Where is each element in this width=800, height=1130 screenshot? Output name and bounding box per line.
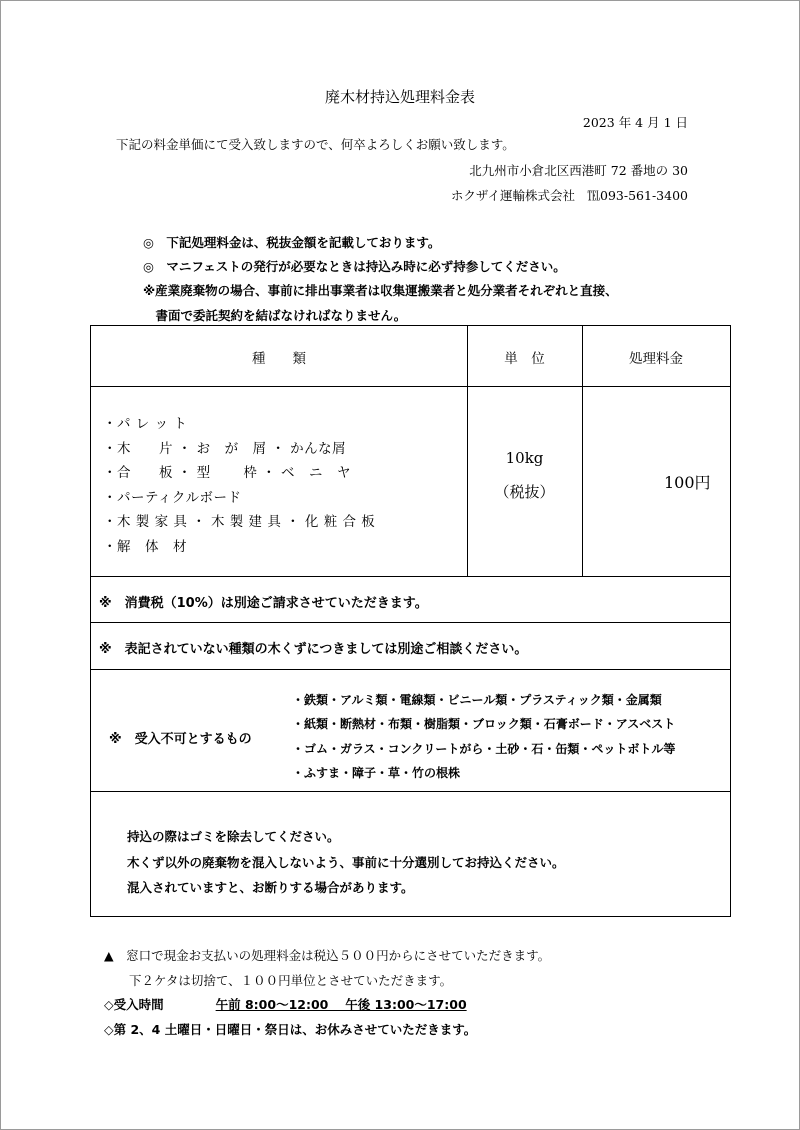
refuse-item: ・ふすま・障子・草・竹の根株: [292, 765, 461, 780]
cash-payment-note: ▲ 窓口で現金お支払いの処理料金は税込５００円からにさせていただきます。: [104, 948, 551, 963]
kind-item: ・解 体 材: [103, 538, 187, 555]
bring-in-notes: [127, 824, 565, 901]
table-divider: [91, 386, 730, 387]
refuse-item: ・紙類・断熱材・布類・樹脂類・ブロック類・石膏ボード・アスベスト: [292, 717, 676, 732]
refuse-item: ・ゴム・ガラス・コンクリートがら・土砂・石・缶類・ペットボトル等: [292, 741, 676, 756]
company-name-phone: ホクザイ運輸株式会社 ℡093-561-3400: [450, 188, 688, 203]
bring-note: 混入されていますと、お断りする場合があります。: [127, 880, 414, 895]
header-kind: 種 類: [252, 351, 306, 367]
kind-item: ・木 片 ・ お が 屑 ・ かんな屑: [103, 440, 347, 457]
note-item: ※産業廃棄物の場合、事前に排出事業者は収集運搬業者と処分業者それぞれと直接、: [143, 283, 618, 299]
kind-item: ・パーティクルボード: [103, 489, 242, 506]
document-title: 廃木材持込処理料金表: [324, 88, 475, 106]
price-table: [90, 325, 731, 917]
note-item: ◎ マニフェストの発行が必要なときは持込み時に必ず持参してください。: [143, 259, 566, 275]
kind-item: ・パ レ ッ ト: [103, 416, 188, 432]
table-divider: [91, 576, 730, 577]
unit-weight: 10kg: [505, 449, 544, 467]
consult-note: ※ 表記されていない種類の木くずにつきましては別途ご相談ください。: [99, 642, 528, 657]
hours-value: 午前 8:00～12:00 午後 13:00～17:00: [215, 997, 467, 1012]
kind-item: ・木 製 家 具 ・ 木 製 建 具 ・ 化 粧 合 板: [103, 514, 376, 531]
closed-days-note: ◇第 2、4 土曜日・日曜日・祭日は、お休みさせていただきます。: [104, 1021, 477, 1037]
issue-date: 2023 年 4 月 1 日: [582, 115, 688, 130]
kinds-list: [103, 412, 375, 560]
refuse-list: [292, 688, 675, 785]
table-divider: [91, 669, 730, 670]
bring-note: 木くず以外の廃棄物を混入しないよう、事前に十分選別してお持込ください。: [127, 854, 565, 870]
tax-note: ※ 消費税（10%）は別途ご請求させていただきます。: [99, 596, 428, 611]
notes-list: [143, 231, 618, 328]
unit-tax-note: （税抜）: [494, 483, 555, 501]
footer-notes: [104, 944, 550, 1042]
rounding-note: 下２ケタは切捨て、１００円単位とさせていただきます。: [104, 972, 453, 988]
price-value: 100円: [664, 473, 711, 492]
unit-cell: [467, 441, 582, 509]
greeting-text: 下記の料金単価にて受入致しますので、何卒よろしくお願い致します。: [116, 137, 515, 152]
hours-line: [104, 993, 550, 1018]
kind-item: ・合 板 ・ 型 枠 ・ ベ ニ ヤ: [103, 465, 351, 482]
header-price: 処理料金: [629, 351, 683, 367]
refuse-label: ※ 受入不可とするもの: [109, 732, 252, 747]
table-divider: [91, 622, 730, 623]
note-item: ◎ 下記処理料金は、税抜金額を記載しております。: [143, 235, 441, 250]
header-unit: 単 位: [504, 351, 545, 367]
hours-label: ◇受入時間: [104, 997, 164, 1012]
company-address: 北九州市小倉北区西港町 72 番地の 30: [469, 163, 688, 178]
table-divider: [91, 791, 730, 792]
bring-note: 持込の際はゴミを除去してください。: [127, 829, 340, 844]
refuse-item: ・鉄類・アルミ類・電線類・ビニール類・プラスティック類・金属類: [292, 693, 662, 707]
note-item: 書面で委託契約を結ばなければなりません。: [143, 307, 407, 323]
